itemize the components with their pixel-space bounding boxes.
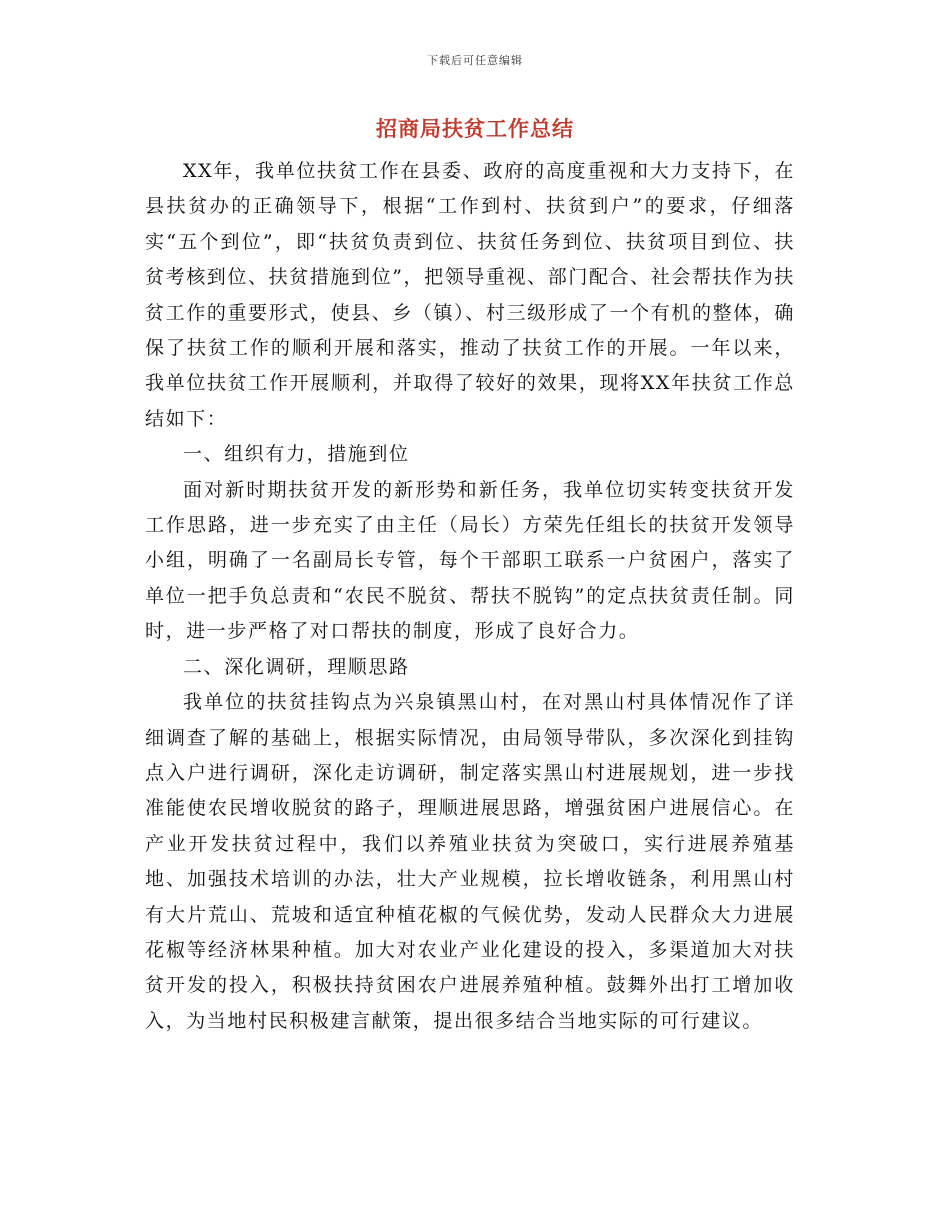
section-heading-2: 二、深化调研，理顺思路 <box>183 655 410 678</box>
paragraph-intro: XX年，我单位扶贫工作在县委、政府的高度重视和大力支持下，在县扶贫办的正确领导下，根据“工作到村、扶贫到户”的要求，仔细落实“五个到位”，即“扶贫负责到位、扶贫任务到位、扶贫项目到位、扶贫考核到位、扶贫措施到位”，把领导重视、部门配合、社会帮扶作为扶贫工作的重要形式，使县、乡（镇）、村三级形成了一个有机的整体，确保了扶贫工作的顺利开展和落实，推动了扶贫工作的开展。一年以来，我单位扶贫工作开展顺利，并取得了较好的效果，现将XX年扶贫工作总结如下： <box>145 160 795 430</box>
document-body <box>145 154 795 1039</box>
paragraph-section-2: 我单位的扶贫挂钩点为兴泉镇黑山村，在对黑山村具体情况作了详细调查了解的基础上，根据实际情况，由局领导带队，多次深化到挂钩点入户进行调研，深化走访调研，制定落实黑山村进展规划，进一步找准能使农民增收脱贫的路子，理顺进展思路，增强贫困户进展信心。在产业开发扶贫过程中，我们以养殖业扶贫为突破口，实行进展养殖基地、加强技术培训的办法，壮大产业规模，拉长增收链条，利用黑山村有大片荒山、荒坡和适宜种植花椒的气候优势，发动人民群众大力进展花椒等经济林果种植。加大对农业产业化建设的投入，多渠道加大对扶贫开发的投入，积极扶持贫困农户进展养殖种植。鼓舞外出打工增加收入，为当地村民积极建言献策，提出很多结合当地实际的可行建议。 <box>145 691 795 1032</box>
section-heading-1: 一、组织有力，措施到位 <box>183 443 410 466</box>
document-title: 招商局扶贫工作总结 <box>376 117 574 141</box>
header-note: 下载后可任意编辑 <box>427 54 523 67</box>
paragraph-section-1: 面对新时期扶贫开发的新形势和新任务，我单位切实转变扶贫开发工作思路，进一步充实了由主任（局长）方荣先任组长的扶贫开发领导小组，明确了一名副局长专管，每个干部职工联系一户贫困户，落实了单位一把手负总责和“农民不脱贫、帮扶不脱钩”的定点扶贫责任制。同时，进一步严格了对口帮扶的制度，形成了良好合力。 <box>145 478 795 643</box>
